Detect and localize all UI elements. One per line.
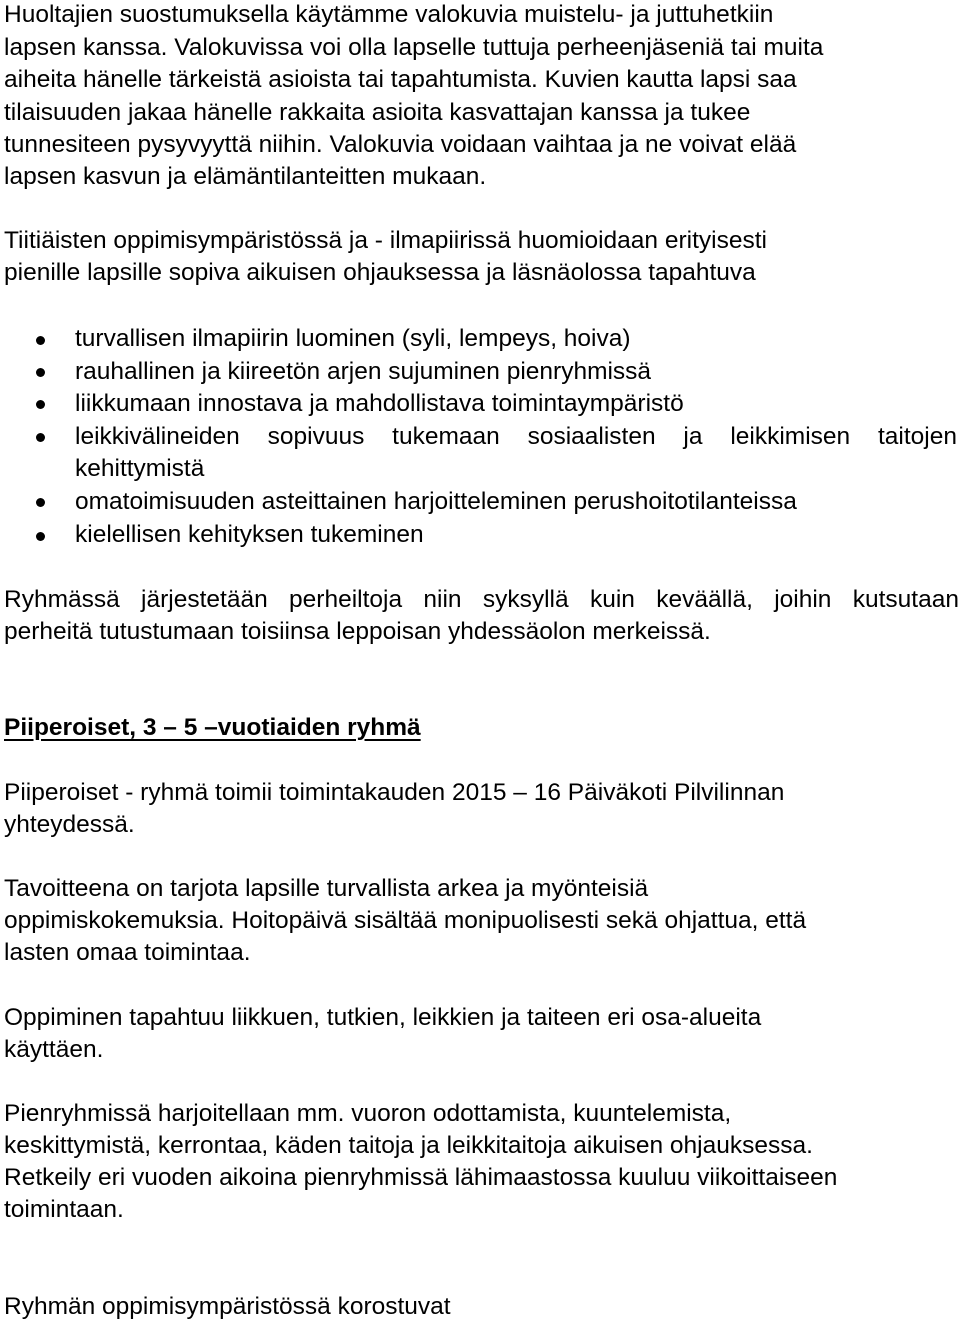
text-line: Pienryhmissä harjoitellaan mm. vuoron odottamista, kuuntelemista, <box>4 1100 732 1127</box>
text-line: perheitä tutustumaan toisiinsa leppoisan yhdessäolon merkeissä. <box>4 618 711 645</box>
bullet-icon <box>36 400 45 409</box>
text-line: käyttäen. <box>4 1036 104 1063</box>
text-line: pienille lapsille sopiva aikuisen ohjauksessa ja läsnäolossa tapahtuva <box>4 259 756 286</box>
list-item-text: kehittymistä <box>75 455 205 482</box>
closing-line: Ryhmän oppimisympäristössä korostuvat <box>4 1293 451 1320</box>
text-line: lasten omaa toimintaa. <box>4 939 251 966</box>
text-line: tunnesiteen pysyvyyttä niihin. Valokuvia voidaan vaihtaa ja ne voivat elää <box>4 131 797 158</box>
bullet-icon <box>36 433 45 442</box>
text-line: Piiperoiset - ryhmä toimii toimintakauden 2015 – 16 Päiväkoti Pilvilinnan <box>4 779 785 806</box>
text-line: Ryhmässä järjestetään perheiltoja niin syksyllä kuin keväällä, joihin kutsutaan <box>4 586 959 613</box>
text-line: keskittymistä, kerrontaa, käden taitoja ja leikkitaitoja aikuisen ohjauksessa. <box>4 1132 813 1159</box>
text-line: aiheita hänelle tärkeistä asioista tai tapahtumista. Kuvien kautta lapsi saa <box>4 66 797 93</box>
bullet-icon <box>36 532 45 541</box>
text-line: tilaisuuden jakaa hänelle rakkaita asioita kasvattajan kanssa ja tukee <box>4 99 751 126</box>
list-item-text: rauhallinen ja kiireetön arjen sujuminen pienryhmissä <box>75 358 652 385</box>
text-line: Tavoitteena on tarjota lapsille turvallista arkea ja myönteisiä <box>4 875 649 902</box>
bullet-icon <box>36 336 45 345</box>
list-item-text: leikkivälineiden sopivuus tukemaan sosiaalisten ja leikkimisen taitojen <box>75 423 957 450</box>
text-line: toimintaan. <box>4 1196 124 1223</box>
text-line: Oppiminen tapahtuu liikkuen, tutkien, leikkien ja taiteen eri osa-alueita <box>4 1004 762 1031</box>
text-line: yhteydessä. <box>4 811 135 838</box>
list-item-text: turvallisen ilmapiirin luominen (syli, lempeys, hoiva) <box>75 325 631 352</box>
section-heading: Piiperoiset, 3 – 5 –vuotiaiden ryhmä <box>4 714 421 741</box>
text-line: lapsen kanssa. Valokuvissa voi olla lapselle tuttuja perheenjäseniä tai muita <box>4 34 824 61</box>
list-item-text: kielellisen kehityksen tukeminen <box>75 521 424 548</box>
bullet-icon <box>36 368 45 377</box>
text-line: Retkeily eri vuoden aikoina pienryhmissä lähimaastossa kuuluu viikoittaiseen <box>4 1164 838 1191</box>
bullet-icon <box>36 498 45 507</box>
list-item-text: omatoimisuuden asteittainen harjoitteleminen perushoitotilanteissa <box>75 488 797 515</box>
text-line: Tiitiäisten oppimisympäristössä ja - ilmapiirissä huomioidaan erityisesti <box>4 227 767 254</box>
text-line: Huoltajien suostumuksella käytämme valokuvia muistelu- ja juttuhetkiin <box>4 1 774 28</box>
text-line: lapsen kasvun ja elämäntilanteitten mukaan. <box>4 163 487 190</box>
text-line: oppimiskokemuksia. Hoitopäivä sisältää monipuolisesti sekä ohjattua, että <box>4 907 807 934</box>
list-item-text: liikkumaan innostava ja mahdollistava toimintaympäristö <box>75 390 684 417</box>
